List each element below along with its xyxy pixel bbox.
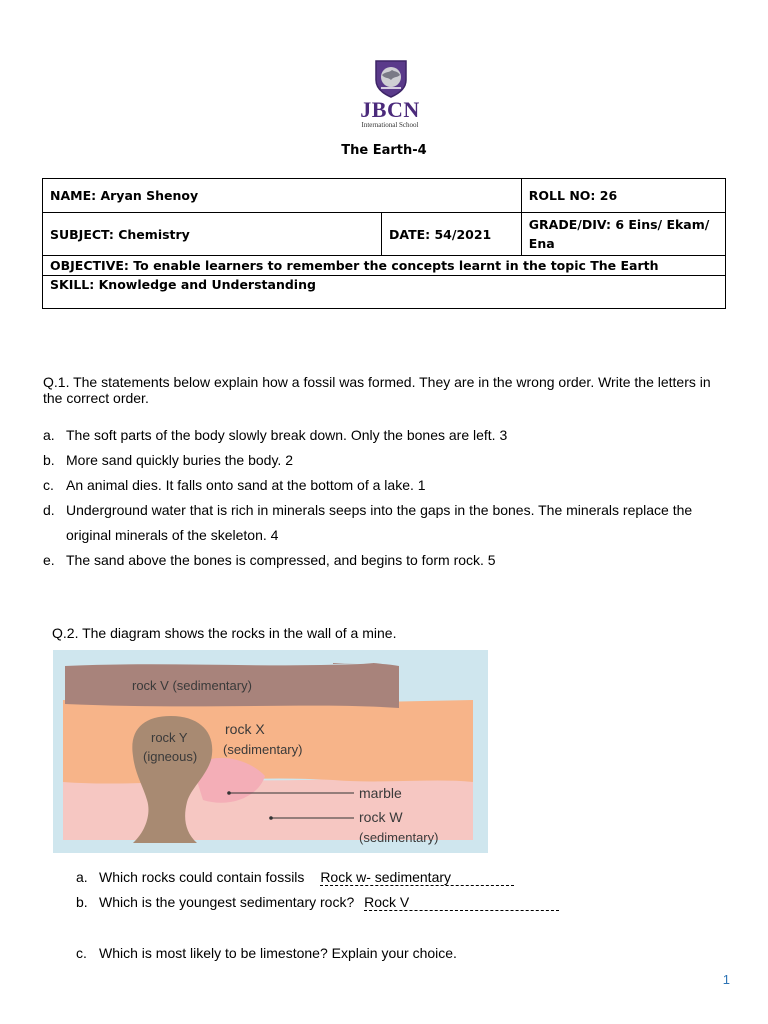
logo-brand-text: JBCN	[360, 97, 420, 122]
answer-2a: Rock w- sedimentary	[320, 870, 514, 886]
item-marker: b.	[76, 894, 88, 910]
question-1-prompt: Q.1. The statements below explain how a fossil was formed. They are in the wrong order. Write the letters in the correct order.	[43, 374, 711, 406]
rock-w-pointer-dot	[269, 816, 273, 820]
label-rock-w: rock W	[359, 809, 403, 825]
question-1-list	[43, 423, 733, 573]
student-info-table	[42, 178, 726, 309]
item-marker: e.	[43, 552, 55, 568]
label-rock-v: rock V (sedimentary)	[132, 678, 252, 693]
question-2a	[76, 869, 514, 886]
item-marker: d.	[43, 502, 55, 518]
question-text: Which rocks could contain fossils	[99, 869, 305, 885]
subject-cell: SUBJECT: Chemistry	[43, 213, 382, 256]
question-2b	[76, 894, 559, 911]
roll-cell: ROLL NO: 26	[521, 179, 725, 213]
list-item	[43, 448, 733, 473]
item-marker: a.	[43, 427, 55, 443]
grade-cell: GRADE/DIV: 6 Eins/ Ekam/ Ena	[521, 213, 725, 256]
document-title: The Earth-4	[341, 143, 427, 158]
item-text: The sand above the bones is compressed, and begins to form rock. 5	[66, 552, 496, 568]
date-cell: DATE: 54/2021	[381, 213, 521, 256]
label-marble: marble	[359, 785, 402, 801]
label-rock-x-type: (sedimentary)	[223, 742, 303, 757]
question-2-prompt: Q.2. The diagram shows the rocks in the wall of a mine.	[52, 625, 397, 641]
label-rock-x: rock X	[225, 721, 265, 737]
school-crest-icon	[373, 58, 409, 98]
question-2c	[76, 945, 457, 961]
item-text: More sand quickly buries the body. 2	[66, 452, 293, 468]
item-marker: b.	[43, 452, 55, 468]
item-text: The soft parts of the body slowly break down. Only the bones are left. 3	[66, 427, 508, 443]
item-text: An animal dies. It falls onto sand at the bottom of a lake. 1	[66, 477, 426, 493]
item-marker: c.	[76, 945, 87, 961]
marble-pointer-dot	[227, 791, 231, 795]
question-text: Which is the youngest sedimentary rock?	[99, 894, 355, 910]
page-number: 1	[722, 972, 730, 987]
skill-cell: SKILL: Knowledge and Understanding	[43, 276, 726, 309]
answer-2b: Rock V	[364, 895, 559, 911]
list-item	[43, 548, 733, 573]
item-marker: a.	[76, 869, 88, 885]
objective-cell: OBJECTIVE: To enable learners to remember the concepts learnt in the topic The Earth	[43, 256, 726, 276]
label-rock-y-type: (igneous)	[143, 749, 198, 764]
label-rock-y: rock Y	[151, 730, 188, 745]
name-cell: NAME: Aryan Shenoy	[43, 179, 522, 213]
question-text: Which is most likely to be limestone? Explain your choice.	[99, 945, 457, 961]
list-item	[43, 423, 733, 448]
logo-subtitle: International School	[361, 121, 419, 129]
label-rock-w-type: (sedimentary)	[359, 830, 439, 845]
item-marker: c.	[43, 477, 54, 493]
school-logo	[350, 58, 430, 132]
list-item	[43, 473, 733, 498]
rock-layers-diagram	[53, 650, 488, 853]
list-item	[43, 498, 733, 548]
item-text: Underground water that is rich in minerals seeps into the gaps in the bones. The minerals replace the original minerals of the skeleton. 4	[66, 502, 693, 543]
